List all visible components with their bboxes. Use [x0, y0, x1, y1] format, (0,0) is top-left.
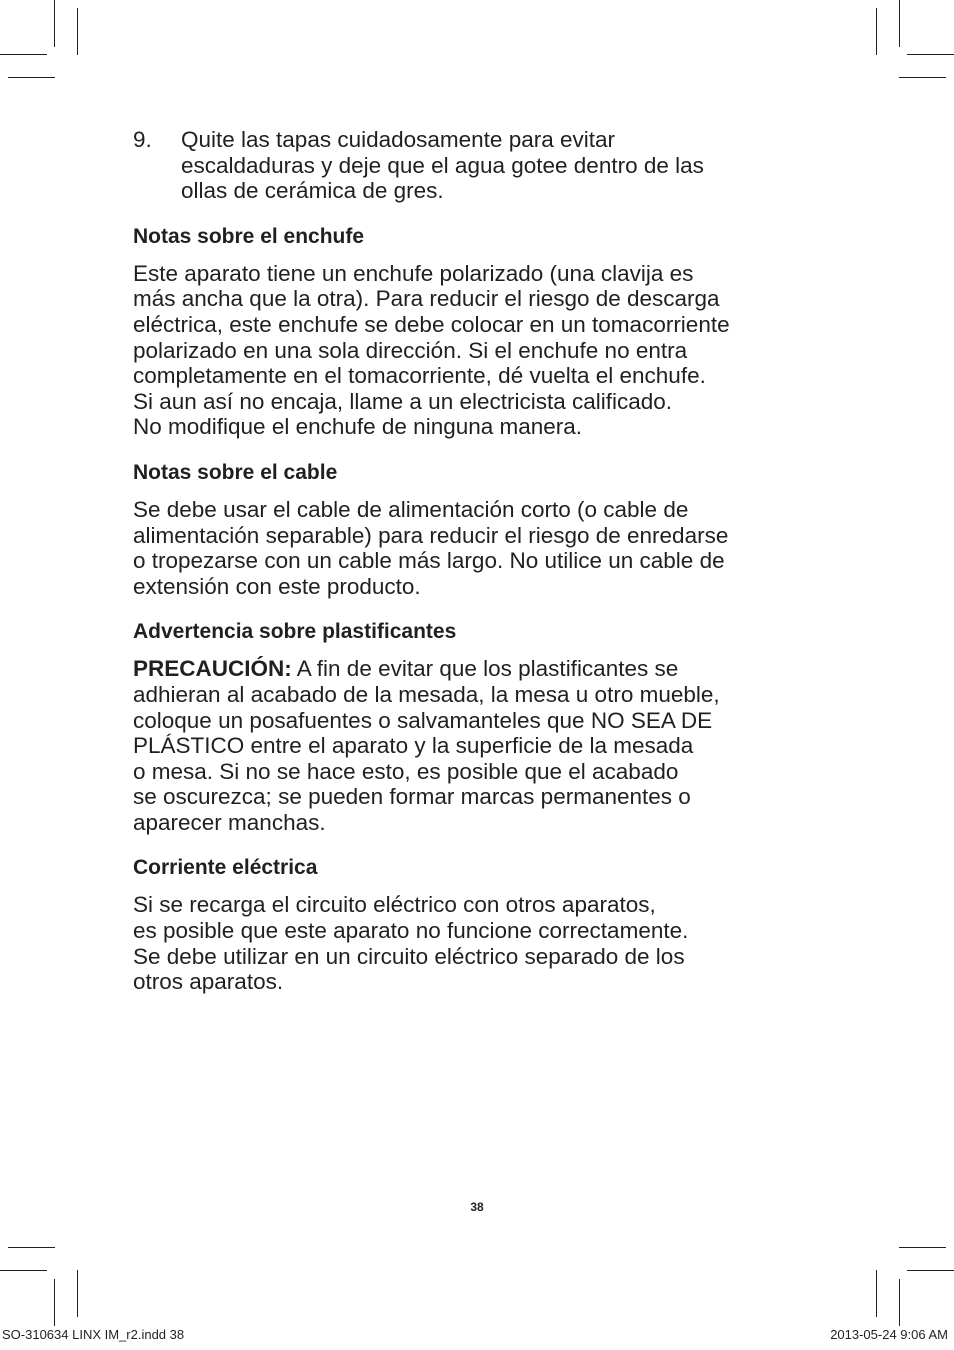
page-number: 38: [470, 1200, 484, 1214]
crop-mark: [899, 77, 946, 78]
section-heading-cord: Notas sobre el cable: [133, 460, 338, 484]
crop-mark: [8, 1247, 55, 1248]
section-body-power: Si se recarga el circuito eléctrico con otros aparatos, es posible que este aparato no funcione correctamente. Se debe utilizar en un circuito eléctrico separado de los otros aparatos.: [133, 892, 689, 995]
slug-timestamp: 2013-05-24 9:06 AM: [830, 1327, 948, 1342]
item-number: 9.: [133, 127, 152, 152]
crop-mark: [876, 1270, 877, 1317]
crop-mark: [899, 1279, 900, 1326]
section-heading-plug: Notas sobre el enchufe: [133, 224, 365, 248]
crop-mark: [907, 1270, 954, 1271]
crop-mark: [8, 77, 55, 78]
section-heading-power: Corriente eléctrica: [133, 856, 318, 880]
crop-mark: [907, 54, 954, 55]
crop-mark: [77, 8, 78, 55]
crop-mark: [77, 1270, 78, 1317]
crop-mark: [876, 8, 877, 55]
caution-label: PRECAUCIÓN:: [133, 656, 292, 682]
crop-mark: [0, 54, 47, 55]
crop-mark: [54, 0, 55, 47]
crop-mark: [0, 1270, 47, 1271]
slug-filename: SO-310634 LINX IM_r2.indd 38: [2, 1327, 185, 1342]
item-text: Quite las tapas cuidadosamente para evitar escaldaduras y deje que el agua gotee dentro de las ollas de cerámica de gres.: [181, 127, 704, 204]
section-body-plasticizers: [133, 656, 823, 835]
crop-mark: [899, 1247, 946, 1248]
page-content: [133, 127, 823, 1015]
section-body-cord: Se debe usar el cable de alimentación corto (o cable de alimentación separable) para reducir el riesgo de enredarse o tropezarse con un cable más largo. No utilice un cable de extensión con este producto.: [133, 496, 729, 599]
crop-mark: [54, 1279, 55, 1326]
crop-mark: [899, 0, 900, 47]
section-heading-plasticizers: Advertencia sobre plastificantes: [133, 620, 457, 644]
numbered-item: [133, 127, 823, 204]
caution-text: A fin de evitar que los plastificantes se adhieran al acabado de la mesada, la mesa u otro mueble, coloque un posafuentes o salvamanteles que NO SEA DE PLÁSTICO entre el aparato y la superficie de la mesada o mesa. Si no se hace esto, es posible que el acabado se oscurezca; se pueden formar marcas permanentes o aparecer manchas.: [133, 656, 720, 835]
section-body-plug: Este aparato tiene un enchufe polarizado (una clavija es más ancha que la otra). Para reducir el riesgo de descarga eléctrica, este enchufe se debe colocar en un tomacorriente polarizado en una sola dirección. Si el enchufe no entra completamente en el tomacorriente, dé vuelta el enchufe. Si aun así no encaja, llame a un electricista calificado. No modifique el enchufe de ninguna manera.: [133, 260, 730, 440]
